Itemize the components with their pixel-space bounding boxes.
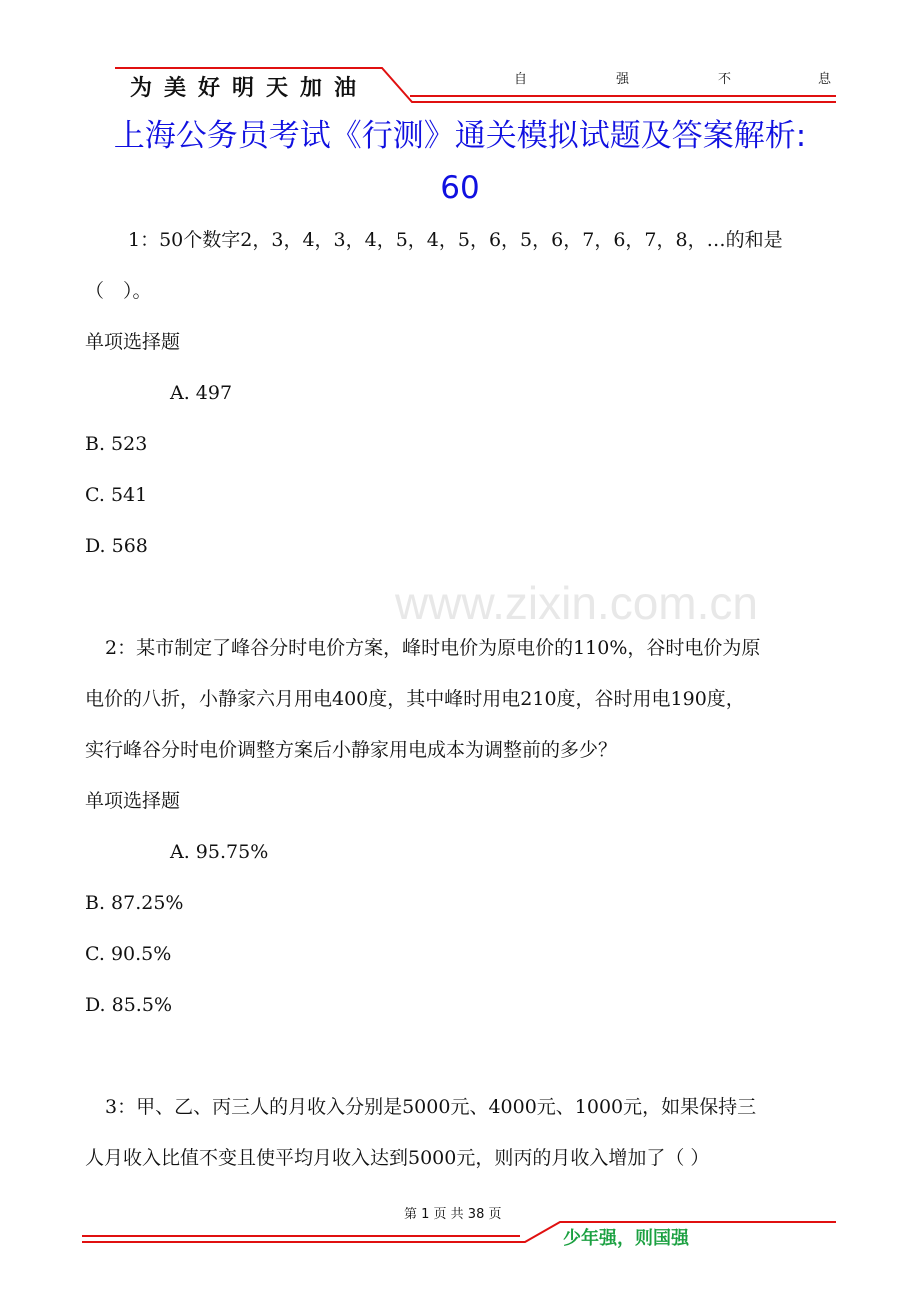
page-title: 上海公务员考试《行测》通关模拟试题及答案解析: <box>113 118 807 154</box>
question-2-option-c: C. 90.5% <box>85 943 172 965</box>
header-motto-4: 息 <box>818 72 832 87</box>
question-1-stem-cont: （ ）。 <box>85 280 152 302</box>
question-2-stem-cont2: 实行峰谷分时电价调整方案后小静家用电成本为调整前的多少？ <box>85 739 618 761</box>
question-1-option-c: C. 541 <box>85 484 148 506</box>
question-2-stem-cont: 电价的八折，小静家六月用电400度，其中峰时用电210度，谷时用电190度， <box>85 688 745 710</box>
header-motto-1: 自 <box>514 72 528 87</box>
question-2-option-d: D. 85.5% <box>85 994 172 1016</box>
page-number: 第 1 页 共 38 页 <box>404 1207 502 1222</box>
header-slogan: 为美好明天加油 <box>130 76 369 101</box>
question-2-stem: 2：某市制定了峰谷分时电价方案，峰时电价为原电价的110%，谷时电价为原 <box>105 637 761 659</box>
question-2-option-b: B. 87.25% <box>85 892 184 914</box>
page-title-line2: 60 <box>440 170 480 206</box>
question-1-stem: 1：50个数字2，3，4，3，4，5，4，5，6，5，6，7，6，7，8，…的和是 <box>128 229 783 251</box>
footer-slogan: 少年强，则国强 <box>563 1228 689 1249</box>
watermark: www.zixin.com.cn <box>395 577 758 629</box>
header-motto-2: 强 <box>616 72 630 87</box>
question-1-type: 单项选择题 <box>85 331 181 353</box>
question-2-option-a: A. 95.75% <box>170 841 269 863</box>
question-1-option-d: D. 568 <box>85 535 148 557</box>
question-1-option-b: B. 523 <box>85 433 148 455</box>
question-3-stem-cont: 人月收入比值不变且使平均月收入达到5000元，则丙的月收入增加了（ ） <box>85 1147 710 1169</box>
question-2-type: 单项选择题 <box>85 790 181 812</box>
question-1-option-a: A. 497 <box>170 382 233 404</box>
question-3-stem: 3：甲、乙、丙三人的月收入分别是5000元、4000元、1000元，如果保持三 <box>105 1096 757 1118</box>
header-motto-3: 不 <box>718 72 732 87</box>
